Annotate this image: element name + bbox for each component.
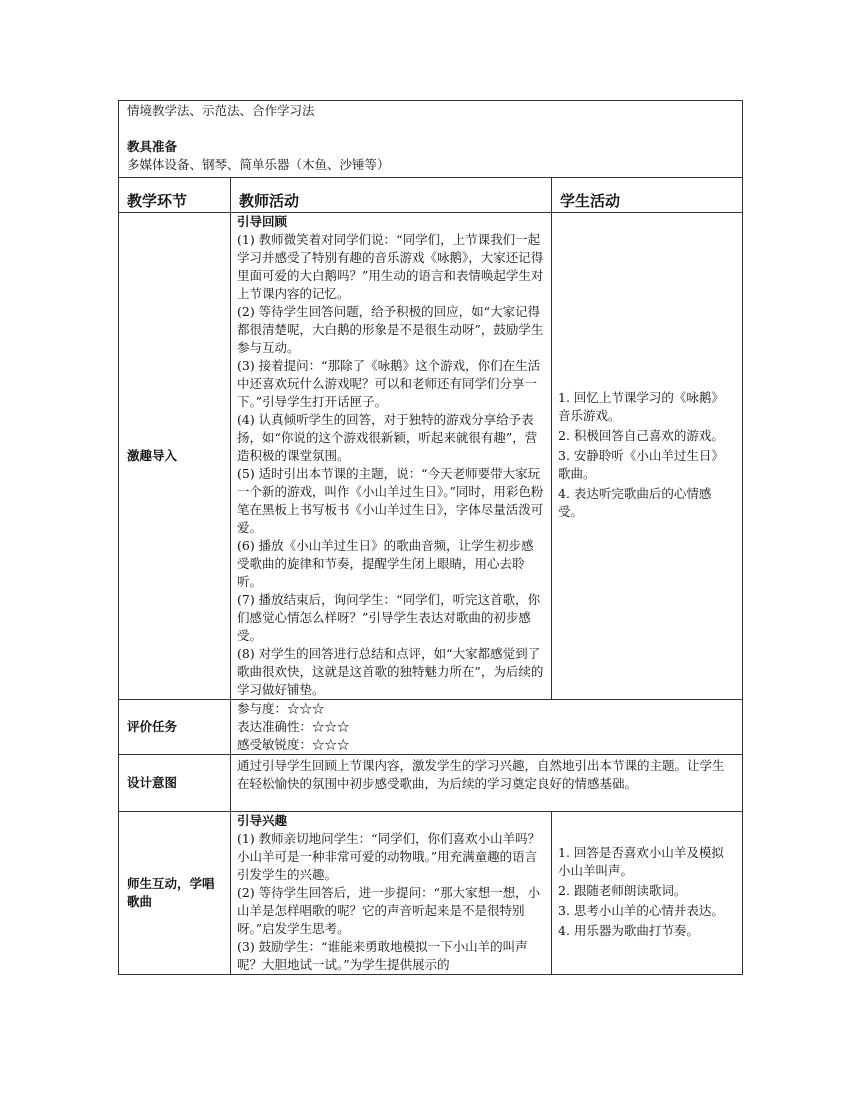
info-cell <box>119 101 743 178</box>
student-activity <box>552 812 743 975</box>
header-stage: 教学环节 <box>119 178 231 213</box>
stage-label: 设计意图 <box>119 755 231 812</box>
eval-line: 表达准确性：☆☆☆ <box>237 719 350 734</box>
eval-content <box>231 700 743 755</box>
lesson-plan <box>118 100 742 975</box>
list-item: 3. 安静聆听《小山羊过生日》歌曲。 <box>558 448 724 481</box>
header-teacher: 教师活动 <box>231 178 552 213</box>
teacher-subtitle: 引导回顾 <box>237 214 288 229</box>
teacher-paragraph: (3) 鼓励学生：“谁能来勇敢地模拟一下小山羊的叫声呢？大胆地试一试。”为学生提供展示的 <box>237 939 528 972</box>
teacher-activity <box>231 812 552 975</box>
list-item: 4. 用乐器为歌曲打节奏。 <box>558 923 699 938</box>
table-row <box>119 700 743 755</box>
info-row <box>119 101 743 178</box>
teacher-paragraph: (6) 播放《小山羊过生日》的歌曲音频，让学生初步感受歌曲的旋律和节奏，提醒学生闭上眼睛，用心去聆听。 <box>237 538 534 589</box>
teacher-subtitle: 引导兴趣 <box>237 813 288 828</box>
table-row <box>119 755 743 812</box>
stage-label: 评价任务 <box>119 700 231 755</box>
table-row <box>119 213 743 700</box>
stage-label: 师生互动，学唱歌曲 <box>119 812 231 975</box>
student-activity <box>552 213 743 700</box>
teacher-paragraph: (1) 教师亲切地问学生：“同学们，你们喜欢小山羊吗？小山羊可是一种非常可爱的动物哦。”用充满童趣的语言引发学生的兴趣。 <box>237 831 541 882</box>
teacher-paragraph: (4) 认真倾听学生的回答，对于独特的游戏分享给予表扬，如“你说的这个游戏很新颖，听起来就很有趣”，营造积极的课堂氛围。 <box>237 412 538 463</box>
teacher-paragraph: (8) 对学生的回答进行总结和点评，如“大家都感觉到了歌曲很欢快，这就是这首歌的独特魅力所在”，为后续的学习做好铺垫。 <box>237 646 544 697</box>
list-item: 1. 回忆上节课学习的《咏鹅》音乐游戏。 <box>558 390 724 423</box>
teacher-paragraph: (2) 等待学生回答后，进一步提问：“那大家想一想，小山羊是怎样唱歌的呢？它的声音听起来是不是很特别呀。”启发学生思考。 <box>237 885 541 936</box>
student-list <box>558 389 736 521</box>
student-list <box>558 844 736 940</box>
spacer <box>127 120 734 138</box>
header-student: 学生活动 <box>552 178 743 213</box>
teacher-paragraph: (5) 适时引出本节课的主题，说：“今天老师要带大家玩一个新的游戏，叫作《小山羊过生日》。”同时，用彩色粉笔在黑板上书写板书《小山羊过生日》，字体尽量活泼可爱。 <box>237 466 544 535</box>
list-item: 4. 表达听完歌曲后的心情感受。 <box>558 486 712 519</box>
methods-text: 情境教学法、示范法、合作学习法 <box>127 103 315 118</box>
teacher-paragraph: (2) 等待学生回答问题，给予积极的回应，如“大家记得都很清楚呢，大白鹅的形象是不是很生动呀”，鼓励学生参与互动。 <box>237 304 544 355</box>
design-text: 通过引导学生回顾上节课内容，激发学生的学习兴趣，自然地引出本节课的主题。让学生在轻松愉快的氛围中初步感受歌曲，为后续的学习奠定良好的情感基础。 <box>231 755 743 812</box>
teacher-paragraph: (1) 教师微笑着对同学们说：“同学们，上节课我们一起学习并感受了特别有趣的音乐游戏《咏鹅》，大家还记得里面可爱的大白鹅吗？”用生动的语言和表情唤起学生对上节课内容的记忆。 <box>237 232 544 301</box>
eval-line: 感受敏锐度：☆☆☆ <box>237 737 350 752</box>
teacher-paragraph: (3) 接着提问：“那除了《咏鹅》这个游戏，你们在生活中还喜欢玩什么游戏呢？可以和老师还有同学们分享一下。”引导学生打开话匣子。 <box>237 358 541 409</box>
teacher-paragraph: (7) 播放结束后，询问学生：“同学们，听完这首歌，你们感觉心情怎么样呀？”引导学生表达对歌曲的初步感受。 <box>237 592 541 643</box>
header-row <box>119 178 743 213</box>
list-item: 1. 回答是否喜欢小山羊及模拟小山羊叫声。 <box>558 845 724 878</box>
lesson-table <box>118 100 743 975</box>
tools-text: 多媒体设备、钢琴、简单乐器（木鱼、沙锤等） <box>127 157 390 172</box>
list-item: 2. 积极回答自己喜欢的游戏。 <box>558 428 724 443</box>
eval-line: 参与度：☆☆☆ <box>237 701 325 716</box>
tools-heading: 教具准备 <box>127 139 178 154</box>
stage-label: 激趣导入 <box>119 213 231 700</box>
teacher-activity <box>231 213 552 700</box>
list-item: 3. 思考小山羊的心情并表达。 <box>558 903 724 918</box>
list-item: 2. 跟随老师朗读歌词。 <box>558 883 687 898</box>
table-row <box>119 812 743 975</box>
